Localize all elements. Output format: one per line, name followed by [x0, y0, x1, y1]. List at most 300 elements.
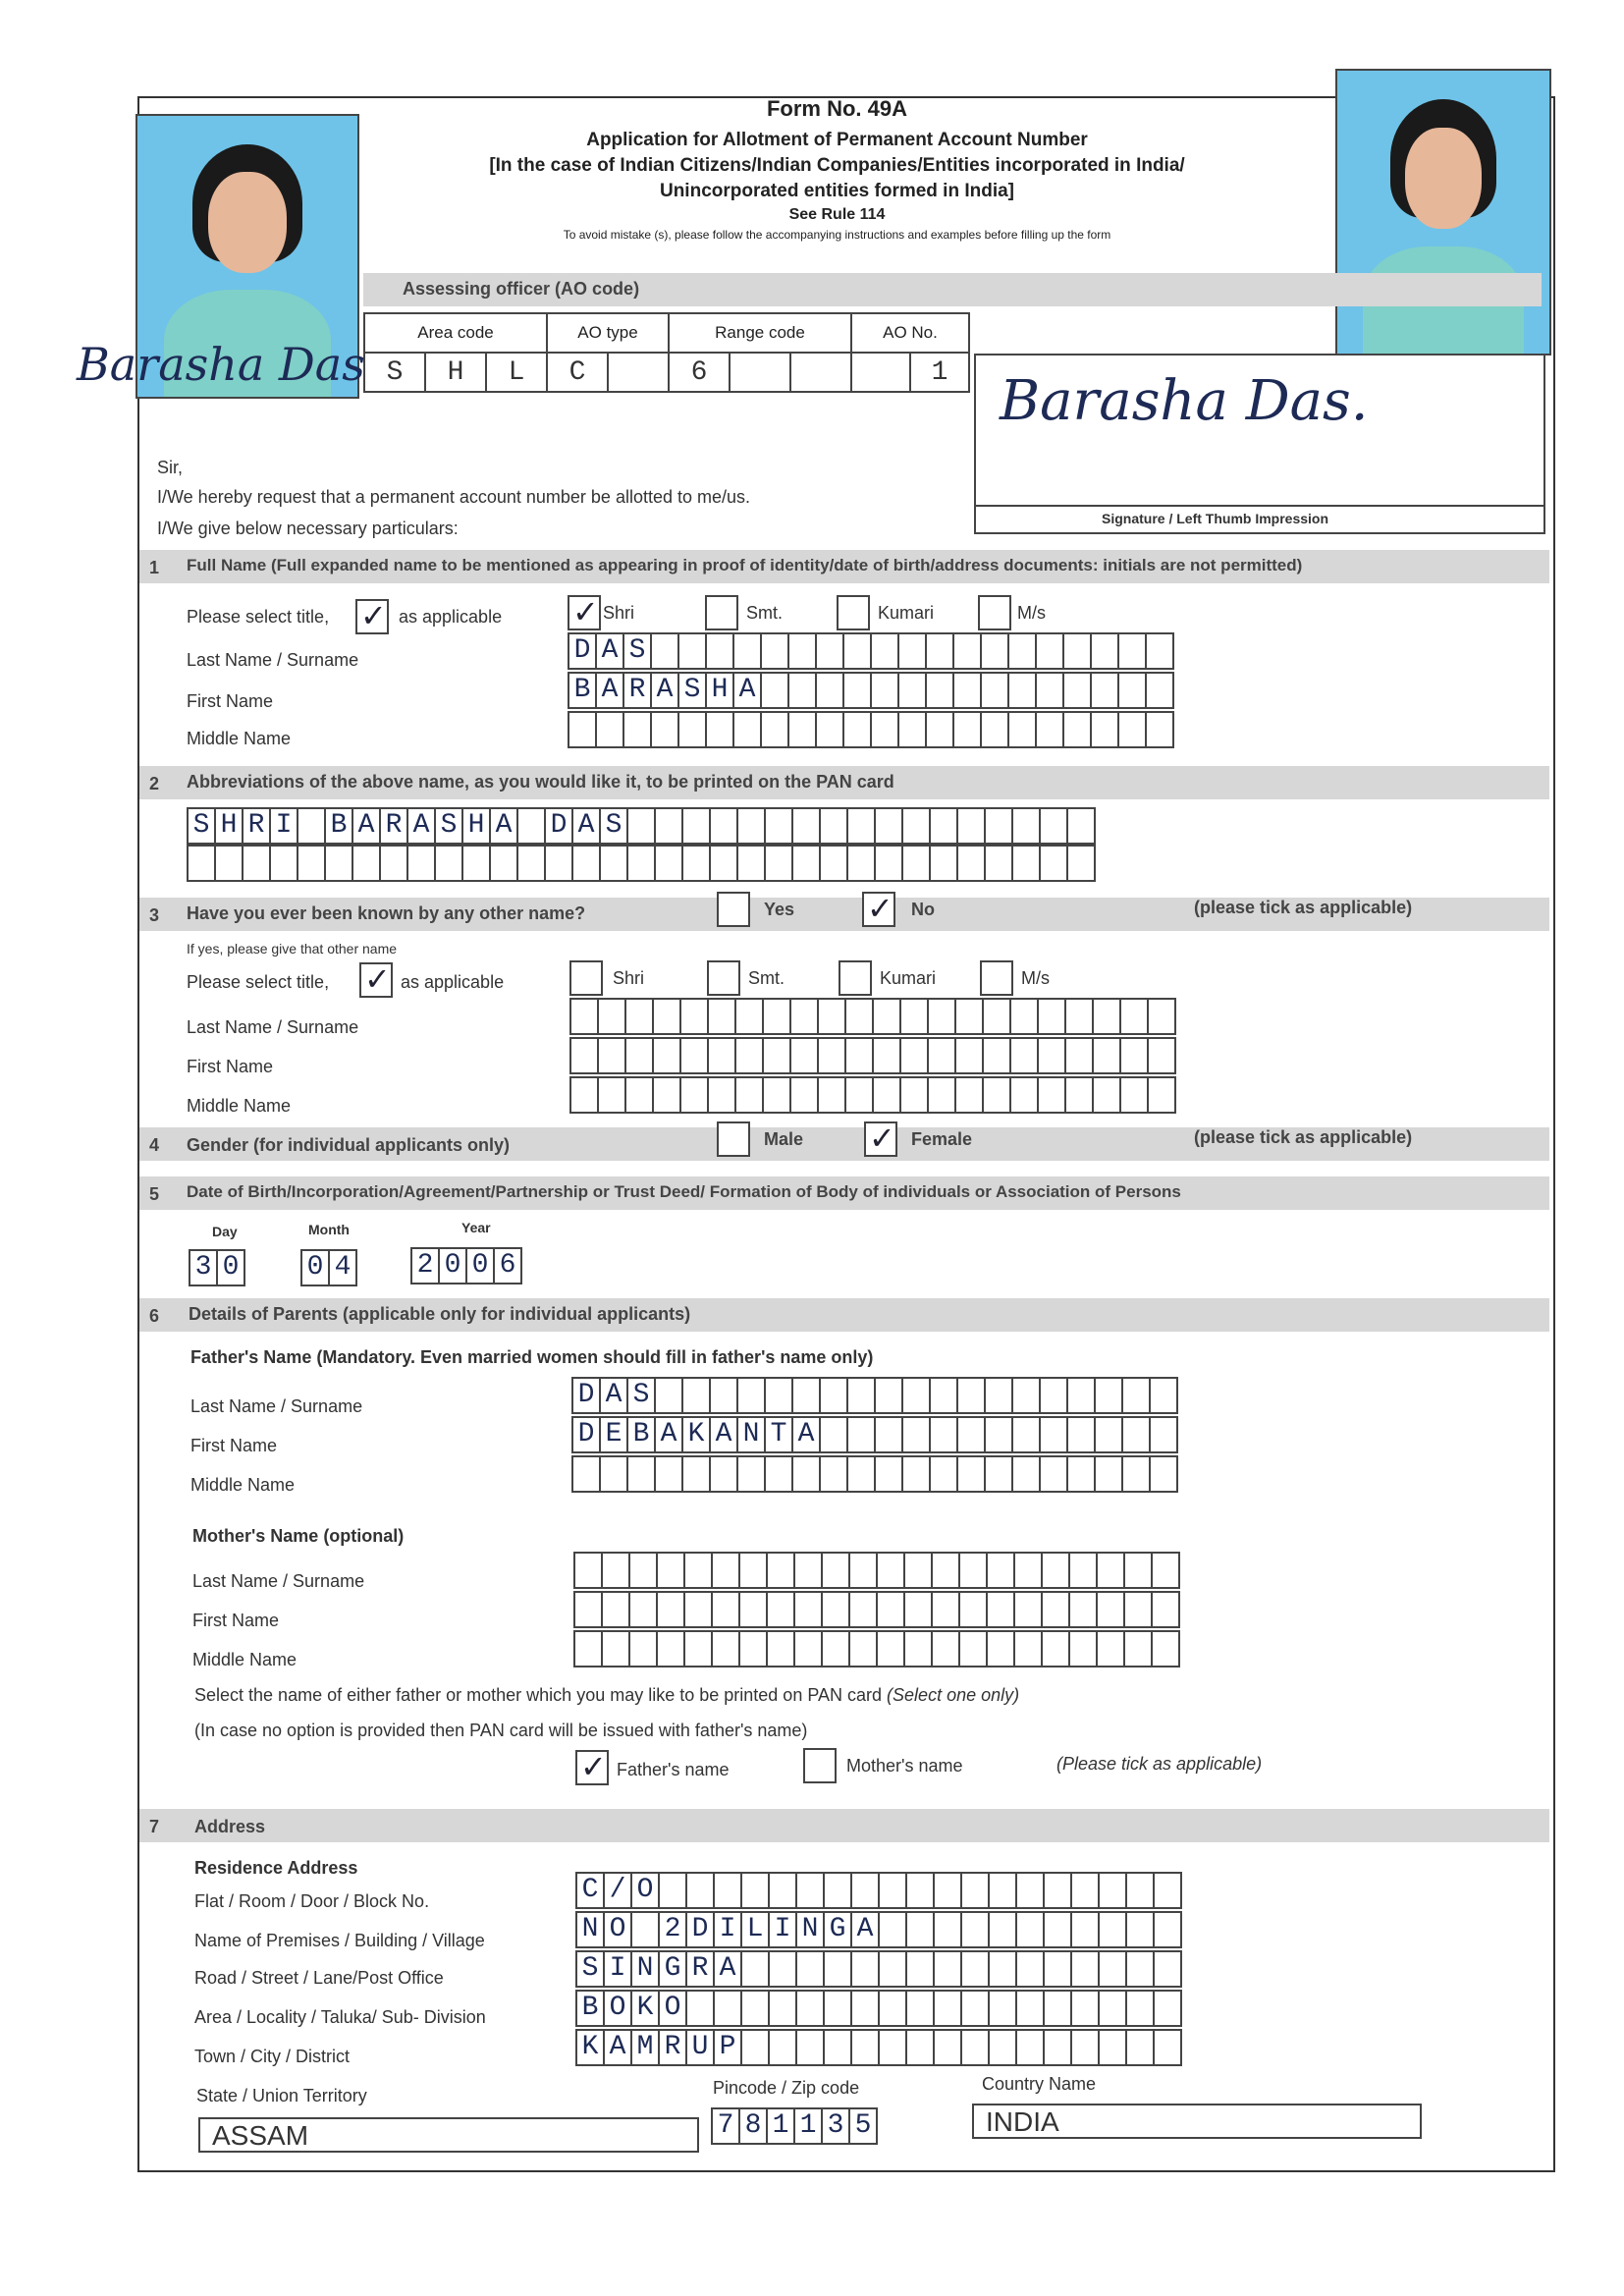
char-cell [681, 1000, 709, 1033]
char-cell: N [797, 1913, 825, 1946]
char-cell [876, 1457, 903, 1491]
char-cell [1125, 1593, 1153, 1626]
char-cell [770, 1952, 797, 1986]
signature-right: Barasha Das. [1000, 369, 1369, 433]
ao-title: Assessing officer (AO code) [403, 279, 640, 299]
residence-title: Residence Address [194, 1858, 358, 1878]
char-cell: N [577, 1913, 605, 1946]
char-cell: P [715, 2031, 742, 2064]
char-cell [573, 847, 601, 880]
char-cell [1096, 1418, 1123, 1451]
char-cell [770, 1874, 797, 1907]
char-cell [1121, 1000, 1149, 1033]
char-cell [1045, 1992, 1072, 2025]
char-cell: 1 [768, 2109, 795, 2143]
s3-first-name-grid[interactable] [569, 1037, 1176, 1074]
char-cell [907, 1913, 935, 1946]
char-cell: 7 [713, 2109, 740, 2143]
char-cell [683, 809, 711, 843]
char-cell [1119, 634, 1147, 668]
char-cell [984, 1039, 1011, 1072]
char-cell: O [632, 1874, 660, 1907]
char-cell [1125, 1632, 1153, 1666]
gender-female-checkbox[interactable] [864, 1121, 897, 1157]
title-ms-checkbox[interactable] [978, 595, 1011, 630]
char-cell: B [569, 674, 597, 707]
pincode-grid[interactable] [711, 2107, 878, 2145]
address-premises-grid[interactable] [575, 1911, 1182, 1948]
char-cell [1149, 1000, 1176, 1033]
char-cell [1068, 1418, 1096, 1451]
char-cell [575, 1632, 603, 1666]
char-cell [518, 809, 546, 843]
char-cell [1043, 1593, 1070, 1626]
char-cell [626, 1078, 654, 1112]
char-cell [903, 1418, 931, 1451]
char-cell [880, 1992, 907, 2025]
char-cell [1127, 2031, 1155, 2064]
address-flat-grid[interactable] [575, 1872, 1182, 1909]
s1-first-name-grid[interactable] [568, 672, 1174, 709]
char-cell [821, 1457, 848, 1491]
char-cell [931, 1418, 958, 1451]
char-cell [685, 1593, 713, 1626]
char-cell [740, 1554, 768, 1587]
char-cell [1037, 674, 1064, 707]
print-mother-name-checkbox[interactable] [803, 1748, 837, 1783]
father-first-name-grid[interactable] [571, 1416, 1178, 1453]
char-cell [656, 1379, 683, 1412]
char-cell [575, 1554, 603, 1587]
address-town-grid[interactable] [575, 2029, 1182, 2066]
char-cell [1098, 1632, 1125, 1666]
char-cell [905, 1554, 933, 1587]
s2-title: Abbreviations of the above name, as you would like it, to be printed on the PAN card [187, 772, 894, 792]
char-cell [962, 1952, 990, 1986]
char-cell [825, 1874, 852, 1907]
title-kumari-checkbox[interactable] [837, 595, 870, 630]
char-cell [1100, 1874, 1127, 1907]
char-cell: A [734, 674, 762, 707]
sir: Sir, [157, 458, 184, 477]
char-cell: B [577, 1992, 605, 2025]
char-cell [797, 2031, 825, 2064]
char-cell [1013, 1457, 1041, 1491]
char-cell [742, 2031, 770, 2064]
char-cell [766, 1457, 793, 1491]
char-cell: 0 [302, 1251, 330, 1285]
char-cell [935, 1952, 962, 1986]
char-cell [628, 847, 656, 880]
char-cell [298, 809, 326, 843]
char-cell [1043, 1632, 1070, 1666]
char-cell: A [597, 674, 624, 707]
char-cell [681, 1039, 709, 1072]
char-cell [878, 1554, 905, 1587]
char-cell [658, 1554, 685, 1587]
char-cell [683, 1379, 711, 1412]
country-field[interactable]: INDIA [972, 2104, 1422, 2139]
char-cell [907, 1874, 935, 1907]
char-cell [929, 1000, 956, 1033]
char-cell [573, 1457, 601, 1491]
char-cell [852, 1952, 880, 1986]
char-cell: D [687, 1913, 715, 1946]
char-cell [1149, 1039, 1176, 1072]
char-cell [1092, 713, 1119, 746]
char-cell: M [632, 2031, 660, 2064]
char-cell [1094, 1000, 1121, 1033]
s1-number: 1 [149, 558, 160, 577]
char-cell: S [601, 809, 628, 843]
char-cell [740, 1593, 768, 1626]
char-cell [626, 1039, 654, 1072]
char-cell: S [436, 809, 463, 843]
s1-title-tick-example [355, 599, 389, 634]
char-cell [1013, 847, 1041, 880]
char-cell: I [715, 1913, 742, 1946]
char-cell [1066, 1039, 1094, 1072]
char-cell [1045, 1913, 1072, 1946]
char-cell [597, 713, 624, 746]
char-cell [271, 847, 298, 880]
char-cell [821, 847, 848, 880]
char-cell: K [632, 1992, 660, 2025]
char-cell [1121, 1078, 1149, 1112]
char-cell [958, 847, 986, 880]
char-cell [819, 1000, 846, 1033]
char-cell [687, 1874, 715, 1907]
s1-middle-name-grid[interactable] [568, 711, 1174, 748]
signature-caption: Signature / Left Thumb Impression [1102, 511, 1329, 526]
char-cell [1068, 1379, 1096, 1412]
char-cell [793, 809, 821, 843]
s2-abbreviation-grid[interactable] [187, 807, 1096, 845]
char-cell: D [569, 634, 597, 668]
char-cell [1092, 634, 1119, 668]
dob-year-grid[interactable] [410, 1247, 522, 1285]
char-cell [1070, 1593, 1098, 1626]
char-cell [789, 674, 817, 707]
char-cell [962, 1992, 990, 2025]
char-cell [1041, 809, 1068, 843]
char-cell: U [687, 2031, 715, 2064]
s2-abbreviation-grid-row2[interactable] [187, 845, 1096, 882]
char-cell [962, 1913, 990, 1946]
char-cell [931, 1457, 958, 1491]
char-cell [1013, 809, 1041, 843]
char-cell [1096, 1379, 1123, 1412]
char-cell [795, 1593, 823, 1626]
char-cell: G [660, 1952, 687, 1986]
char-cell [711, 1379, 738, 1412]
char-cell [986, 1379, 1013, 1412]
char-cell [736, 1000, 764, 1033]
char-cell [1045, 1874, 1072, 1907]
char-cell [518, 847, 546, 880]
char-cell [1155, 1874, 1182, 1907]
s5-title: Date of Birth/Incorporation/Agreement/Partnership or Trust Deed/ Formation of Body of individuals or Association of Persons [187, 1182, 1181, 1201]
char-cell [1127, 1913, 1155, 1946]
char-cell [326, 847, 353, 880]
char-cell [848, 1418, 876, 1451]
char-cell [713, 1593, 740, 1626]
char-cell [1039, 1000, 1066, 1033]
char-cell: / [605, 1874, 632, 1907]
char-cell [1147, 634, 1174, 668]
char-cell [791, 1000, 819, 1033]
char-cell [624, 713, 652, 746]
char-cell [958, 809, 986, 843]
char-cell [791, 1078, 819, 1112]
char-cell [905, 1632, 933, 1666]
char-cell [956, 1039, 984, 1072]
char-cell [738, 847, 766, 880]
char-cell [1068, 809, 1096, 843]
char-cell [681, 1078, 709, 1112]
char-cell [1151, 1457, 1178, 1491]
s3-middle-name-grid[interactable] [569, 1076, 1176, 1114]
char-cell: D [546, 809, 573, 843]
s4-title: Gender (for individual applicants only) [187, 1135, 511, 1155]
print-father-name-checkbox[interactable] [575, 1750, 609, 1785]
char-cell [1015, 1632, 1043, 1666]
dob-month-grid[interactable] [300, 1249, 357, 1286]
char-cell [683, 847, 711, 880]
char-cell [603, 1554, 630, 1587]
char-cell: 2 [412, 1249, 440, 1283]
char-cell [903, 1457, 931, 1491]
char-cell [764, 1000, 791, 1033]
char-cell [738, 809, 766, 843]
char-cell: A [652, 674, 679, 707]
s1-title: Full Name (Full expanded name to be mentioned as appearing in proof of identity/date of birth/address documents: initials are not permitted) [187, 556, 1303, 574]
char-cell [958, 1379, 986, 1412]
char-cell [1123, 1418, 1151, 1451]
char-cell [660, 1874, 687, 1907]
char-cell [933, 1632, 960, 1666]
char-cell: O [605, 1992, 632, 2025]
char-cell [768, 1554, 795, 1587]
char-cell [1151, 1379, 1178, 1412]
char-cell [793, 847, 821, 880]
s6-title: Details of Parents (applicable only for individual applicants) [189, 1304, 691, 1324]
char-cell [734, 713, 762, 746]
char-cell: O [660, 1992, 687, 2025]
char-cell [628, 809, 656, 843]
other-name-yes-checkbox[interactable] [717, 892, 750, 927]
char-cell [1064, 713, 1092, 746]
char-cell [878, 1632, 905, 1666]
char-cell: A [711, 1418, 738, 1451]
char-cell [628, 1457, 656, 1491]
char-cell [1066, 1000, 1094, 1033]
char-cell [1045, 1952, 1072, 1986]
char-cell [652, 713, 679, 746]
char-cell [876, 1418, 903, 1451]
form-title: Application for Allotment of Permanent Account Number [In the case of Indian Citizens/Indian Companies/Entities incorporated in India/ Unincorporated entities formed in India] [489, 130, 1185, 201]
char-cell [825, 2031, 852, 2064]
char-cell [899, 713, 927, 746]
char-cell: D [573, 1418, 601, 1451]
char-cell [715, 1992, 742, 2025]
char-cell [872, 674, 899, 707]
char-cell [683, 1457, 711, 1491]
char-cell: R [624, 674, 652, 707]
char-cell [1098, 1554, 1125, 1587]
char-cell [817, 634, 844, 668]
char-cell [1155, 2031, 1182, 2064]
char-cell [817, 713, 844, 746]
char-cell [1015, 1554, 1043, 1587]
char-cell [463, 847, 491, 880]
char-cell [1068, 1457, 1096, 1491]
rule-ref: See Rule 114 [788, 206, 886, 223]
ao-code-table: Area code AO type Range code AO No. S H L C 6 1 [363, 312, 970, 393]
char-cell [1100, 2031, 1127, 2064]
char-cell: A [573, 809, 601, 843]
char-cell [935, 1913, 962, 1946]
char-cell [899, 674, 927, 707]
char-cell [244, 847, 271, 880]
other-name-no-checkbox[interactable] [862, 892, 895, 927]
address-road-grid[interactable] [575, 1950, 1182, 1988]
s3-last-name-grid[interactable] [569, 998, 1176, 1035]
char-cell [984, 1000, 1011, 1033]
char-cell [931, 847, 958, 880]
char-cell [1094, 1039, 1121, 1072]
char-cell [819, 1078, 846, 1112]
char-cell [825, 1992, 852, 2025]
mother-first-name-grid[interactable] [573, 1591, 1180, 1628]
char-cell [1094, 1078, 1121, 1112]
char-cell [762, 634, 789, 668]
char-cell [599, 1039, 626, 1072]
char-cell: L [742, 1913, 770, 1946]
s3-title: Have you ever been known by any other name? [187, 903, 586, 923]
char-cell [1127, 1952, 1155, 1986]
char-cell [905, 1593, 933, 1626]
father-middle-name-grid[interactable] [571, 1455, 1178, 1493]
char-cell [848, 847, 876, 880]
char-cell [903, 809, 931, 843]
char-cell: I [770, 1913, 797, 1946]
char-cell [956, 1000, 984, 1033]
char-cell [709, 1078, 736, 1112]
other-title-smt-checkbox[interactable] [707, 960, 740, 996]
char-cell [571, 1000, 599, 1033]
char-cell [880, 1874, 907, 1907]
mother-last-name-grid[interactable] [573, 1552, 1180, 1589]
char-cell [1121, 1039, 1149, 1072]
other-title-kumari-checkbox[interactable] [839, 960, 872, 996]
char-cell [1096, 1457, 1123, 1491]
char-cell [797, 1992, 825, 2025]
char-cell [603, 1632, 630, 1666]
char-cell [872, 713, 899, 746]
form-header [363, 94, 1311, 242]
char-cell: 5 [850, 2109, 878, 2143]
char-cell [852, 1874, 880, 1907]
char-cell [825, 1952, 852, 1986]
char-cell: 0 [218, 1251, 245, 1285]
other-title-ms-checkbox[interactable] [980, 960, 1013, 996]
char-cell: 1 [795, 2109, 823, 2143]
char-cell [982, 713, 1009, 746]
char-cell [986, 847, 1013, 880]
char-cell [960, 1632, 988, 1666]
char-cell [903, 1379, 931, 1412]
char-cell [935, 1874, 962, 1907]
gender-male-checkbox[interactable] [717, 1121, 750, 1157]
char-cell [1017, 1874, 1045, 1907]
char-cell [1017, 1913, 1045, 1946]
char-cell [850, 1554, 878, 1587]
char-cell [1045, 2031, 1072, 2064]
s1-last-name-grid[interactable] [568, 632, 1174, 670]
char-cell [1011, 1039, 1039, 1072]
char-cell [654, 1078, 681, 1112]
char-cell [1066, 1078, 1094, 1112]
char-cell [1017, 2031, 1045, 2064]
char-cell [601, 1457, 628, 1491]
char-cell [546, 847, 573, 880]
mother-name-title: Mother's Name (optional) [192, 1526, 405, 1546]
char-cell [1092, 674, 1119, 707]
char-cell [189, 847, 216, 880]
mother-middle-name-grid[interactable] [573, 1630, 1180, 1667]
char-cell [734, 634, 762, 668]
char-cell [1125, 1554, 1153, 1587]
char-cell [738, 1379, 766, 1412]
title-shri-checkbox[interactable] [568, 595, 601, 630]
char-cell [958, 1418, 986, 1451]
char-cell [1013, 1418, 1041, 1451]
address-area-grid[interactable] [575, 1990, 1182, 2027]
char-cell [707, 713, 734, 746]
char-cell [927, 634, 954, 668]
char-cell [1072, 2031, 1100, 2064]
char-cell [599, 1078, 626, 1112]
char-cell [770, 2031, 797, 2064]
char-cell [1009, 634, 1037, 668]
char-cell: A [793, 1418, 821, 1451]
char-cell: S [679, 674, 707, 707]
char-cell: A [408, 809, 436, 843]
char-cell [791, 1039, 819, 1072]
title-smt-checkbox[interactable] [705, 595, 738, 630]
char-cell: G [825, 1913, 852, 1946]
char-cell [954, 713, 982, 746]
state-field[interactable]: ASSAM [198, 2117, 699, 2153]
char-cell [793, 1379, 821, 1412]
char-cell [954, 634, 982, 668]
char-cell [679, 713, 707, 746]
dob-day-grid[interactable] [189, 1249, 245, 1286]
char-cell: H [707, 674, 734, 707]
other-title-shri-checkbox[interactable] [569, 960, 603, 996]
char-cell: C [577, 1874, 605, 1907]
char-cell [491, 847, 518, 880]
char-cell [903, 847, 931, 880]
father-last-name-grid[interactable] [571, 1377, 1178, 1414]
char-cell [901, 1039, 929, 1072]
char-cell: R [244, 809, 271, 843]
char-cell [1070, 1554, 1098, 1587]
char-cell [990, 1913, 1017, 1946]
char-cell [876, 809, 903, 843]
char-cell [927, 713, 954, 746]
